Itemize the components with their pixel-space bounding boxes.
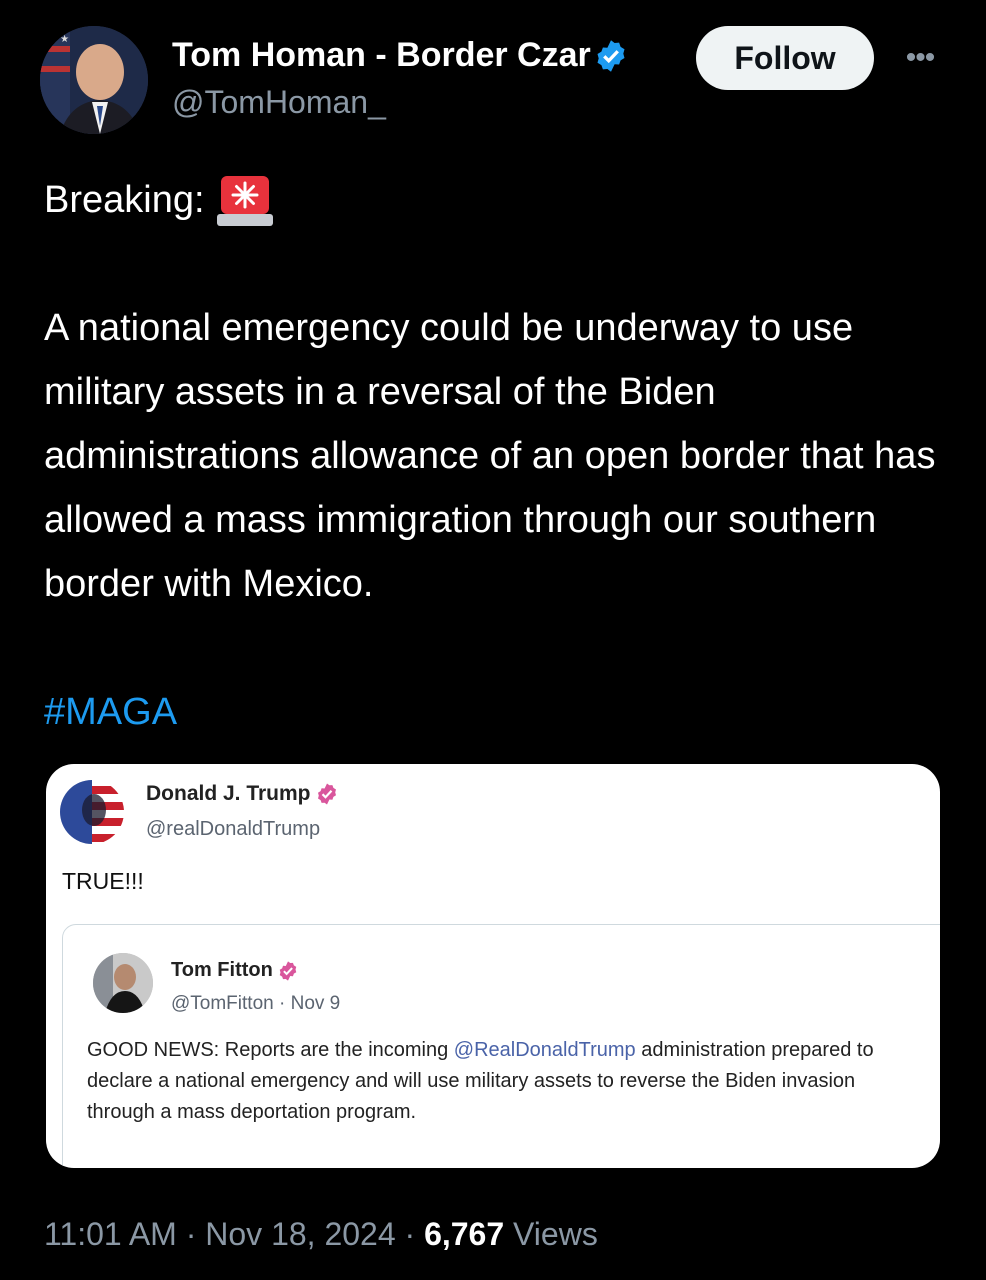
quoted-text-suffix: administration prepared to declare a national emergency and will use military assets to reverse the Biden invasion through a mass deportation program. [87, 1039, 874, 1123]
quoted-post [62, 924, 940, 1168]
embedded-post-text: TRUE!!! [62, 868, 144, 894]
quoted-author-name-text: Tom Fitton [171, 959, 273, 981]
hashtag-link[interactable]: #MAGA [44, 691, 178, 733]
views-label[interactable]: Views [504, 1216, 598, 1252]
post-body [44, 168, 956, 744]
meta-separator: · [395, 1216, 425, 1252]
embedded-author-handle: @realDonaldTrump [146, 818, 321, 840]
embedded-author-name [146, 782, 339, 806]
post-date[interactable]: Nov 18, 2024 [205, 1216, 396, 1252]
quoted-text-prefix: GOOD NEWS: Reports are the incoming [87, 1039, 454, 1061]
breaking-label: Breaking: [44, 179, 205, 221]
quoted-separator: · [273, 993, 291, 1014]
author-name-row [172, 36, 629, 75]
quoted-author-name [171, 959, 299, 982]
post-header [40, 26, 960, 136]
siren-emoji-icon [217, 174, 273, 226]
breaking-line [44, 168, 956, 232]
fitton-avatar [93, 953, 153, 1013]
author-avatar[interactable] [40, 26, 148, 134]
follow-button[interactable]: Follow [696, 26, 874, 90]
post-time[interactable]: 11:01 AM [44, 1216, 177, 1252]
views-count[interactable]: 6,767 [424, 1216, 505, 1252]
more-options-icon[interactable]: ••• [905, 41, 935, 74]
quoted-text [87, 1035, 907, 1128]
author-handle[interactable]: @TomHoman_ [172, 84, 386, 120]
quoted-meta [171, 993, 340, 1015]
quoted-date: Nov 9 [290, 993, 341, 1014]
embedded-verified-icon [315, 782, 339, 806]
author-display-name[interactable]: Tom Homan - Border Czar [172, 36, 591, 74]
meta-separator: · [176, 1216, 206, 1252]
trump-avatar [60, 780, 124, 844]
svg-text:★ ★: ★ ★ [48, 34, 70, 45]
verified-badge-icon [593, 38, 629, 74]
embedded-author-name-text: Donald J. Trump [146, 782, 311, 805]
post-meta [44, 1216, 598, 1253]
quoted-verified-icon [277, 960, 299, 982]
quoted-handle: @TomFitton [171, 993, 274, 1014]
quoted-mention: @RealDonaldTrump [453, 1039, 636, 1061]
embedded-image-card[interactable] [46, 764, 940, 1168]
post-text: A national emergency could be underway to use military assets in a reversal of the Biden administrations allowance of an open border that has allowed a mass immigration through our southern border with Mexico. [44, 307, 936, 605]
